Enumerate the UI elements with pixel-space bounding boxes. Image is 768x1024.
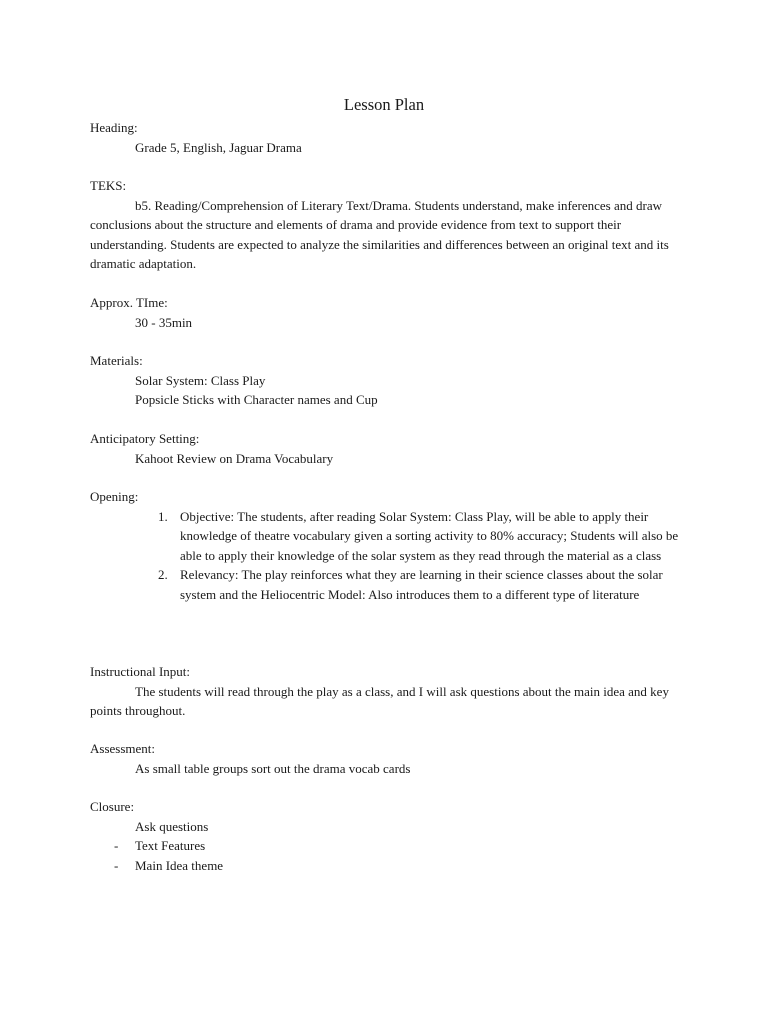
anticipatory-section <box>90 429 680 468</box>
materials-section <box>90 351 680 410</box>
teks-section <box>90 176 680 274</box>
materials-item: Solar System: Class Play <box>135 372 266 388</box>
assessment-value: As small table groups sort out the drama vocab cards <box>135 760 411 776</box>
assessment-label: Assessment: <box>90 741 155 756</box>
list-item <box>90 565 680 604</box>
opening-label: Opening: <box>90 489 139 504</box>
closure-intro: Ask questions <box>135 818 209 834</box>
materials-label: Materials: <box>90 353 143 368</box>
closure-section <box>90 797 680 875</box>
heading-value: Grade 5, English, Jaguar Drama <box>135 139 302 155</box>
list-number: 1. <box>158 508 168 524</box>
closure-list <box>90 836 680 875</box>
anticipatory-label: Anticipatory Setting: <box>90 431 200 446</box>
instructional-label: Instructional Input: <box>90 664 191 679</box>
closure-bullet-text: Text Features <box>135 838 206 853</box>
opening-objective-text: Objective: The students, after reading Solar System: Class Play, will be able to apply their knowledge of theatre vocabulary given a sorting activity to 80% accuracy; Students will also be able to apply their knowledge of the solar system as they read through the material as a class <box>180 508 679 563</box>
opening-section <box>90 487 680 604</box>
list-item <box>90 856 680 876</box>
instructional-section <box>90 662 680 721</box>
materials-item: Popsicle Sticks with Character names and Cup <box>135 392 378 407</box>
list-item <box>90 836 680 856</box>
opening-list <box>90 507 680 605</box>
page-title: Lesson Plan <box>343 95 425 114</box>
dash-bullet: - <box>114 857 119 873</box>
anticipatory-value: Kahoot Review on Drama Vocabulary <box>135 450 334 466</box>
teks-text: b5. Reading/Comprehension of Literary Text/Drama. Students understand, make inferences and draw conclusions about the structure and elements of drama and provide evidence from text to support their understanding. Students are expected to analyze the similarities and differences between an original text and its dramatic adaptation. <box>90 197 669 271</box>
closure-bullet-text: Main Idea theme <box>135 857 224 873</box>
assessment-section <box>90 739 680 778</box>
time-label: Approx. TIme: <box>90 295 168 310</box>
closure-label: Closure: <box>90 799 135 814</box>
heading-label: Heading: <box>90 120 138 135</box>
opening-relevancy-text: Relevancy: The play reinforces what they are learning in their science classes about the solar system and the Heliocentric Model: Also introduces them to a different type of literature <box>180 567 663 602</box>
instructional-text: The students will read through the play as a class, and I will ask questions about the main idea and key points throughout. <box>90 683 669 718</box>
time-section <box>90 293 680 332</box>
heading-section <box>90 118 680 157</box>
list-item <box>90 507 680 566</box>
teks-label: TEKS: <box>90 178 127 193</box>
list-number: 2. <box>158 567 168 582</box>
dash-bullet: - <box>114 838 119 853</box>
time-value: 30 - 35min <box>135 314 193 330</box>
